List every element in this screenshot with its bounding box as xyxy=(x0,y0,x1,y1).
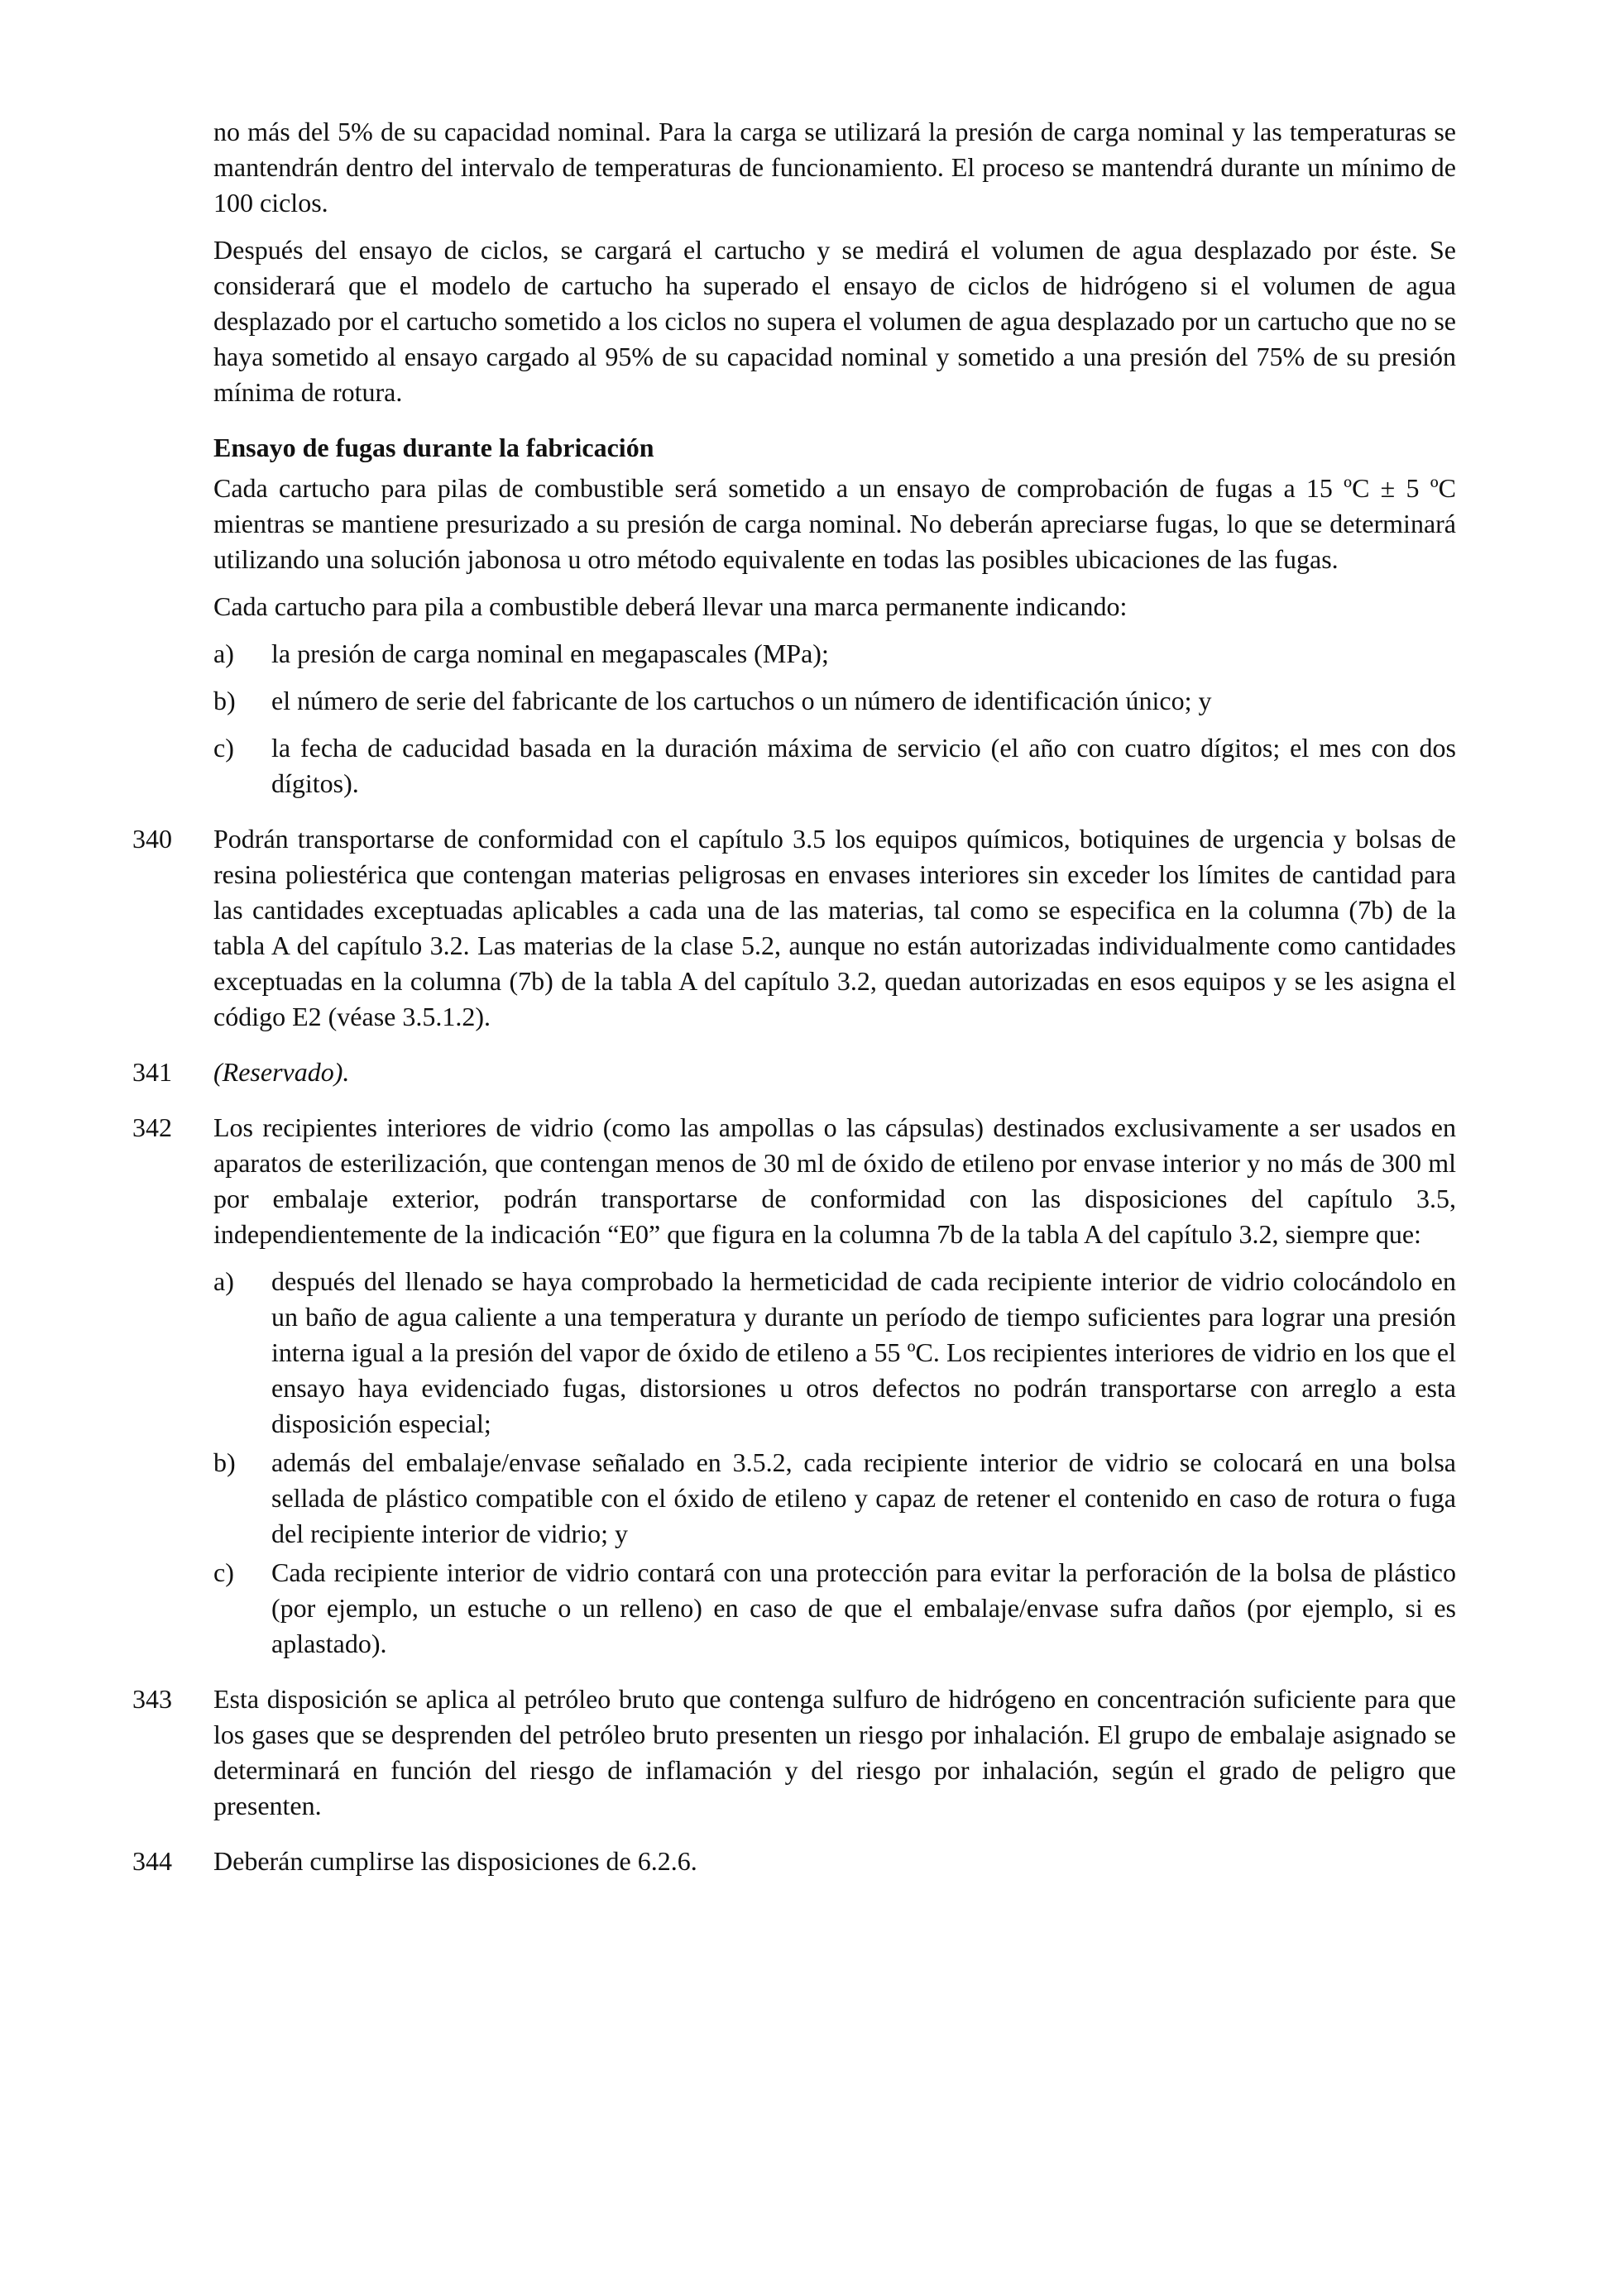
list-text: la fecha de caducidad basada en la duración máxima de servicio (el año con cuatro dígitos; el mes con dos dígitos). xyxy=(271,733,1456,798)
leak-test-paragraph-1: Cada cartucho para pilas de combustible será sometido a un ensayo de comprobación de fugas a 15 ºC ± 5 ºC mientras se mantiene presurizado a su presión de carga nominal. No deberán apreciarse fugas, lo que se determinará utilizando una solución jabonosa u otro método equivalente en todas las posibles ubicaciones de las fugas. xyxy=(213,473,1456,574)
list-text: la presión de carga nominal en megapascales (MPa); xyxy=(271,639,829,668)
list-text: además del embalaje/envase señalado en 3.5.2, cada recipiente interior de vidrio se colocará en una bolsa sellada de plástico compatible con el óxido de etileno y capaz de retener el contenido en caso de rotura o fuga del recipiente interior de vidrio; y xyxy=(271,1447,1456,1548)
marking-list xyxy=(213,636,1456,801)
provision-number: 343 xyxy=(132,1684,172,1714)
list-marker: c) xyxy=(213,733,234,763)
list-text: después del llenado se haya comprobado la hermeticidad de cada recipiente interior de vidrio colocándolo en un baño de agua caliente a una temperatura y durante un período de tiempo suficientes para lograr una presión interna igual a la presión del vapor de óxido de etileno a 55 ºC. Los recipientes interiores de vidrio en los que el ensayo haya evidenciado fugas, distorsiones u otros defectos no podrán transportarse con arreglo a esta disposición especial; xyxy=(271,1266,1456,1438)
provision-text: (Reservado). xyxy=(213,1057,350,1087)
provision-number: 342 xyxy=(132,1112,172,1142)
document-body xyxy=(132,114,1456,1891)
provision-text: Esta disposición se aplica al petróleo bruto que contenga sulfuro de hidrógeno en concentración suficiente para que los gases que se desprenden del petróleo bruto presenten un riesgo por inhalación. El grupo de embalaje asignado se determinará en función del riesgo de inflamación y del riesgo por inhalación, según el grado de peligro que presenten. xyxy=(213,1684,1456,1820)
provision-number: 340 xyxy=(132,824,172,854)
list-item xyxy=(213,683,1456,719)
list-marker: c) xyxy=(213,1557,234,1587)
list-marker: a) xyxy=(213,639,234,668)
list-item xyxy=(213,1555,1456,1662)
provision-342-list xyxy=(213,1264,1456,1662)
intro-paragraph-2: Después del ensayo de ciclos, se cargará el cartucho y se medirá el volumen de agua desplazado por éste. Se considerará que el modelo de cartucho ha superado el ensayo de ciclos de hidrógeno si el volumen de agua desplazado por el cartucho sometido a los ciclos no supera el volumen de agua desplazado por un cartucho que no se haya sometido al ensayo cargado al 95% de su capacidad nominal y sometido a una presión del 75% de su presión mínima de rotura. xyxy=(213,235,1456,407)
list-marker: a) xyxy=(213,1266,234,1296)
provision-text: Deberán cumplirse las disposiciones de 6.2.6. xyxy=(213,1846,697,1876)
list-item xyxy=(213,730,1456,801)
list-marker: b) xyxy=(213,1447,236,1477)
provision-343 xyxy=(132,1681,1456,1824)
leak-test-heading: Ensayo de fugas durante la fabricación xyxy=(213,433,654,462)
leak-test-paragraph-2: Cada cartucho para pila a combustible deberá llevar una marca permanente indicando: xyxy=(213,591,1128,621)
list-marker: b) xyxy=(213,686,236,715)
intro-paragraph-1: no más del 5% de su capacidad nominal. Para la carga se utilizará la presión de carga nominal y las temperaturas se mantendrán dentro del intervalo de temperaturas de funcionamiento. El proceso se mantendrá durante un mínimo de 100 ciclos. xyxy=(213,117,1456,218)
provision-340 xyxy=(132,821,1456,1035)
list-item xyxy=(213,1264,1456,1442)
list-text: el número de serie del fabricante de los cartuchos o un número de identificación único; y xyxy=(271,686,1212,715)
provision-text: Podrán transportarse de conformidad con el capítulo 3.5 los equipos químicos, botiquines de urgencia y bolsas de resina poliestérica que contengan materias peligrosas en envases interiores sin exceder los límites de cantidad para las cantidades exceptuadas aplicables a cada una de las materias, tal como se especifica en la columna (7b) de la tabla A del capítulo 3.2. Las materias de la clase 5.2, aunque no están autorizadas individualmente como cantidades exceptuadas en la columna (7b) de la tabla A del capítulo 3.2, quedan autorizadas en esos equipos y se les asigna el código E2 (véase 3.5.1.2). xyxy=(213,824,1456,1031)
provision-344 xyxy=(132,1844,1456,1879)
provision-342 xyxy=(132,1110,1456,1662)
provision-text: Los recipientes interiores de vidrio (como las ampollas o las cápsulas) destinados exclusivamente a ser usados en aparatos de esterilización, que contengan menos de 30 ml de óxido de etileno por envase interior y no más de 300 ml por embalaje exterior, podrán transportarse de conformidad con las disposiciones del capítulo 3.5, independientemente de la indicación “E0” que figura en la columna 7b de la tabla A del capítulo 3.2, siempre que: xyxy=(213,1112,1456,1249)
list-item xyxy=(213,636,1456,672)
provision-number: 344 xyxy=(132,1846,172,1876)
list-text: Cada recipiente interior de vidrio contará con una protección para evitar la perforación de la bolsa de plástico (por ejemplo, un estuche o un relleno) en caso de que el embalaje/envase sufra daños (por ejemplo, si es aplastado). xyxy=(271,1557,1456,1658)
provision-341 xyxy=(132,1055,1456,1090)
provision-number: 341 xyxy=(132,1057,172,1087)
list-item xyxy=(213,1445,1456,1552)
